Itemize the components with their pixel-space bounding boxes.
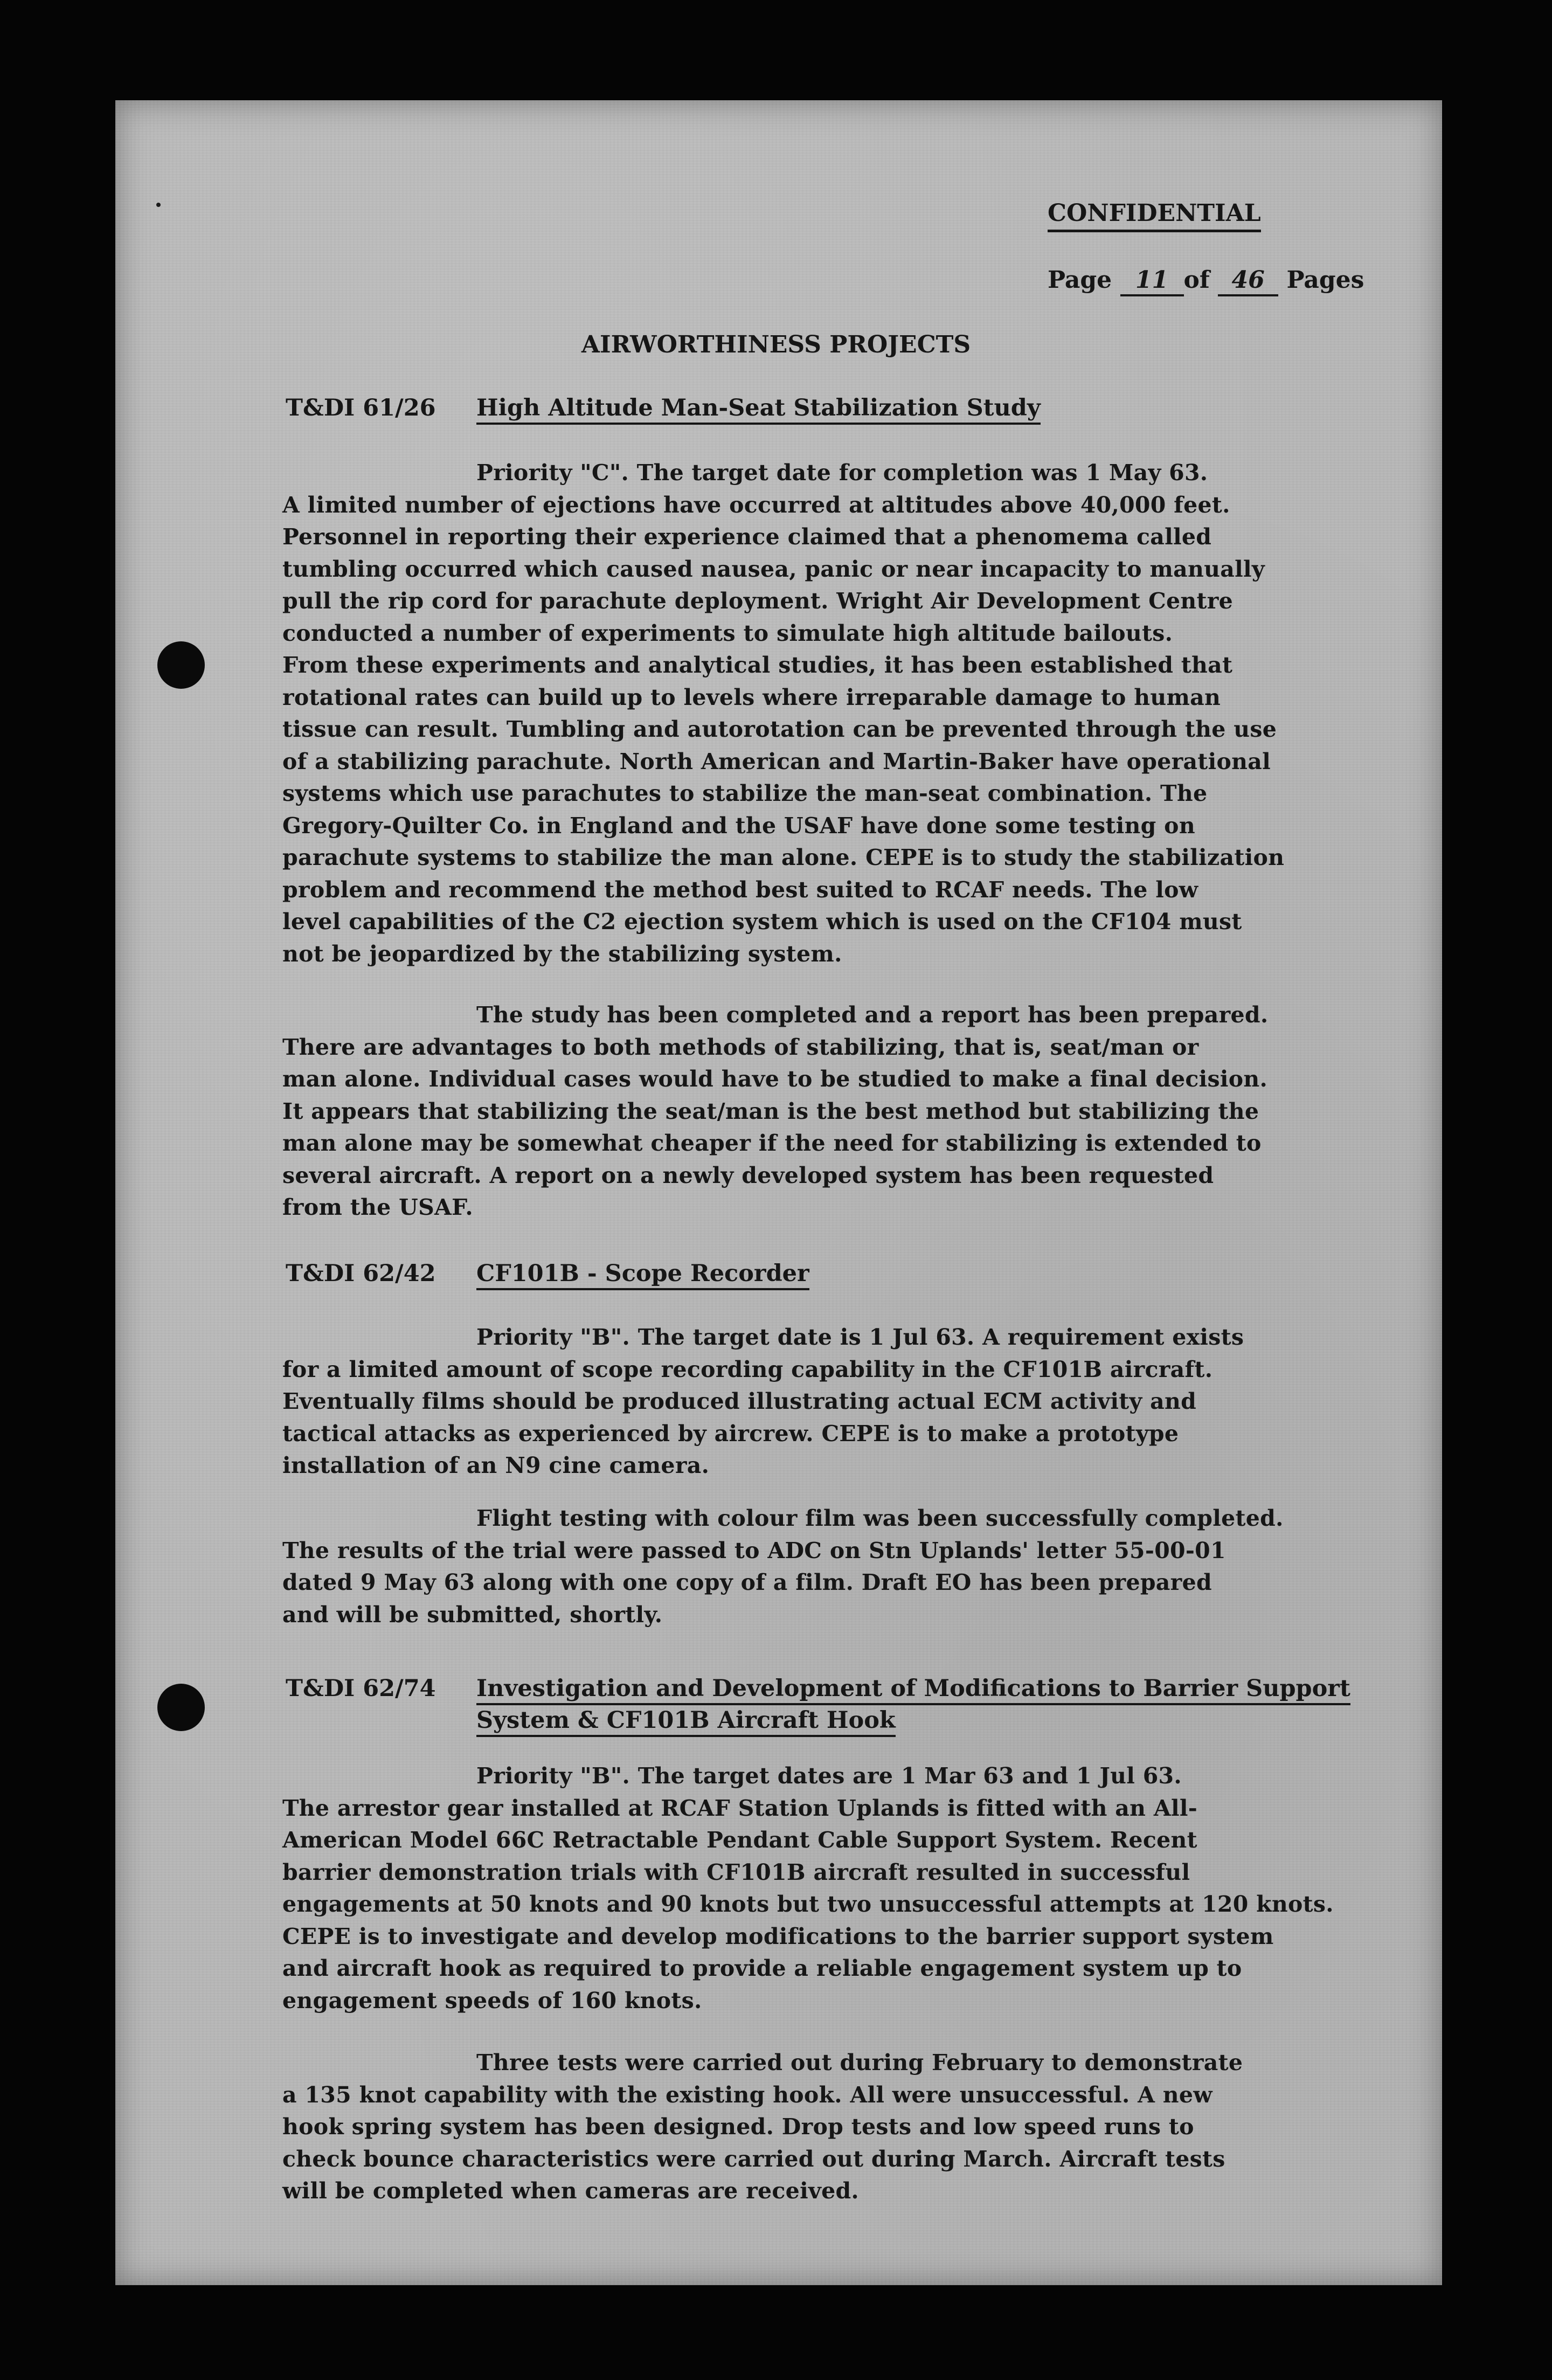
paragraph-line: From these experiments and analytical studies, it has been established that [282,652,1233,678]
paragraph-line: tumbling occurred which caused nausea, panic or near incapacity to manually [282,556,1265,582]
paragraph [282,1760,1334,2017]
paragraph-line: installation of an N9 cine camera. [282,1452,710,1478]
paragraph-line: A limited number of ejections have occurred at altitudes above 40,000 feet. [282,492,1230,518]
paragraph-line: engagement speeds of 160 knots. [282,1987,702,2014]
paragraph-line: a 135 knot capability with the existing hook. All were unsuccessful. A new [282,2081,1212,2108]
paragraph-line: conducted a number of experiments to simulate high altitude bailouts. [282,620,1173,646]
paragraph-line: There are advantages to both methods of stabilizing, that is, seat/man or [282,1034,1199,1060]
page-number-line [1048,266,1364,296]
paragraph-line: several aircraft. A report on a newly developed system has been requested [282,1162,1214,1188]
project-title-line: CF101B - Scope Recorder [476,1260,809,1290]
project-title [476,1258,809,1290]
paragraph-line: It appears that stabilizing the seat/man is the best method but stabilizing the [282,1098,1259,1124]
paragraph-line: level capabilities of the C2 ejection system which is used on the CF104 must [282,909,1242,935]
project-code: T&DI 61/26 [286,395,436,421]
scan-speck [156,203,161,207]
classification-marking: CONFIDENTIAL [1048,199,1261,232]
page-total: 46 [1218,266,1278,296]
paragraph-line: check bounce characteristics were carried out during March. Aircraft tests [282,2146,1225,2172]
paragraph-line: Eventually films should be produced illustrating actual ECM activity and [282,1388,1197,1414]
paragraph-line: hook spring system has been designed. Drop tests and low speed runs to [282,2114,1194,2140]
page-suffix: Pages [1286,266,1364,294]
paragraph-line: pull the rip cord for parachute deployment. Wright Air Development Centre [282,588,1234,614]
paragraph-line: tactical attacks as experienced by aircrew. CEPE is to make a prototype [282,1420,1179,1447]
paragraph-line: problem and recommend the method best suited to RCAF needs. The low [282,876,1198,903]
page-number: 11 [1120,266,1184,296]
punch-hole [157,1684,205,1731]
paragraph-line: man alone may be somewhat cheaper if the need for stabilizing is extended to [282,1130,1262,1156]
project-title [476,392,1041,424]
page-prefix: Page [1048,266,1112,294]
page-of: of [1183,266,1210,294]
section-title: AIRWORTHINESS PROJECTS [581,331,971,358]
paragraph-line: Three tests were carried out during February to demonstrate [476,2050,1243,2075]
paragraph-line: CEPE is to investigate and develop modifications to the barrier support system [282,1923,1274,1949]
paragraph [282,457,1284,970]
paragraph-line: The study has been completed and a report has been prepared. [476,1002,1269,1028]
paragraph-line: Priority "C". The target date for completion was 1 May 63. [476,460,1208,486]
paragraph-line: engagements at 50 knots and 90 knots but two unsuccessful attempts at 120 knots. [282,1891,1334,1917]
project-title-line: Investigation and Development of Modifications to Barrier Support [476,1675,1350,1705]
paragraph-line: will be completed when cameras are received. [282,2178,859,2204]
paragraph [282,2047,1243,2208]
project-title-line: High Altitude Man-Seat Stabilization Study [476,395,1041,425]
paragraph-line: from the USAF. [282,1194,473,1220]
paragraph-line: rotational rates can build up to levels where irreparable damage to human [282,684,1221,710]
project-title-line: System & CF101B Aircraft Hook [476,1707,896,1737]
project-code: T&DI 62/42 [286,1260,436,1287]
paragraph-line: Priority "B". The target dates are 1 Mar 63 and 1 Jul 63. [476,1763,1182,1789]
paragraph-line: parachute systems to stabilize the man alone. CEPE is to study the stabilization [282,845,1285,870]
paragraph-line: man alone. Individual cases would have to be studied to make a final decision. [282,1066,1268,1092]
paragraph-line: Priority "B". The target date is 1 Jul 63. A requirement exists [476,1324,1244,1350]
paragraph [282,1503,1284,1631]
paragraph-line: barrier demonstration trials with CF101B aircraft resulted in successful [282,1859,1190,1885]
paragraph-line: and aircraft hook as required to provide a reliable engagement system up to [282,1955,1242,1981]
paragraph-line: for a limited amount of scope recording capability in the CF101B aircraft. [282,1356,1213,1382]
paragraph-line: Personnel in reporting their experience claimed that a phenomema called [282,524,1212,550]
project-title [476,1673,1350,1736]
project-code: T&DI 62/74 [286,1675,436,1702]
paragraph-line: systems which use parachutes to stabilize the man-seat combination. The [282,780,1208,806]
paragraph-line: tissue can result. Tumbling and autorotation can be prevented through the use [282,716,1277,742]
paragraph-line: and will be submitted, shortly. [282,1601,663,1628]
paragraph [282,1322,1244,1482]
paragraph-line: American Model 66C Retractable Pendant Cable Support System. Recent [282,1827,1197,1853]
paragraph-line: not be jeopardized by the stabilizing system. [282,940,842,967]
paragraph-line: Flight testing with colour film was been successfully completed. [476,1505,1284,1531]
paragraph [282,999,1268,1224]
paragraph-line: dated 9 May 63 along with one copy of a film. Draft EO has been prepared [282,1569,1212,1595]
paragraph-line: The results of the trial were passed to ADC on Stn Uplands' letter 55-00-01 [282,1537,1226,1563]
paragraph-line: of a stabilizing parachute. North American and Martin-Baker have operational [282,748,1271,774]
punch-hole [157,641,205,689]
paragraph-line: The arrestor gear installed at RCAF Station Uplands is fitted with an All- [282,1795,1198,1821]
paragraph-line: Gregory-Quilter Co. in England and the USAF have done some testing on [282,812,1195,839]
